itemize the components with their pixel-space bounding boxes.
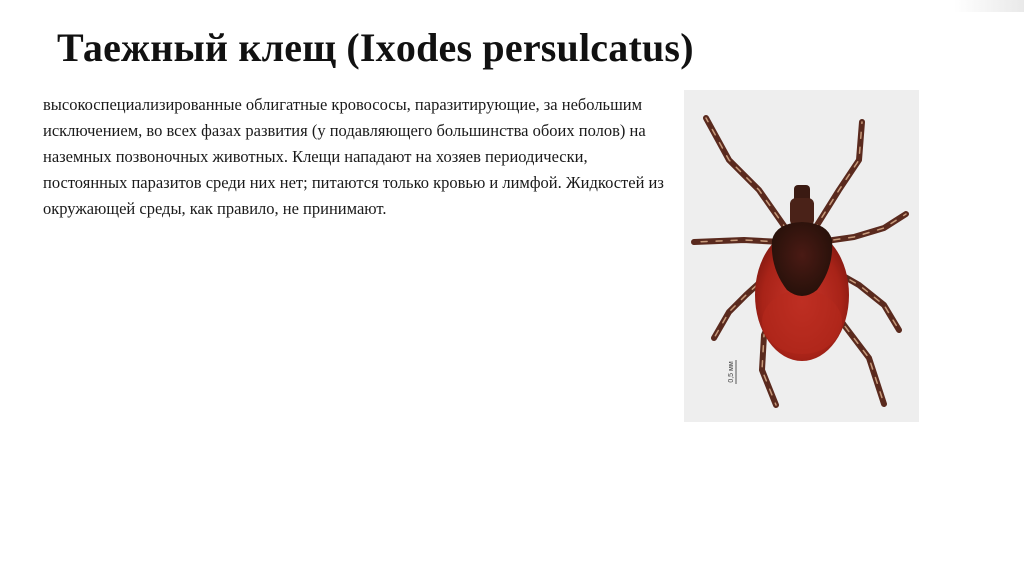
tick-photo — [684, 90, 919, 422]
slide-title: Таежный клещ (Ixodes persulcatus) — [57, 25, 694, 70]
scale-bar-label: 0,5 мм — [728, 361, 735, 383]
corner-shadow — [954, 0, 1024, 12]
scale-bar — [728, 360, 736, 384]
tick-illustration — [684, 90, 919, 422]
tick-mouthparts — [790, 185, 814, 226]
slide-body-text: высокоспециализированные облигатные кровососы, паразитирующие, за небольшим исключением, во всех фазах развития (у подавляющего большинства обоих полов) на наземных позвоночных животных. Клещи нападают на хозяев периодически, постоянных паразитов среди них нет; питаются только кровью и лимфой. Жидкостей из окружающей среды, как правило, не принимают. — [43, 95, 664, 218]
